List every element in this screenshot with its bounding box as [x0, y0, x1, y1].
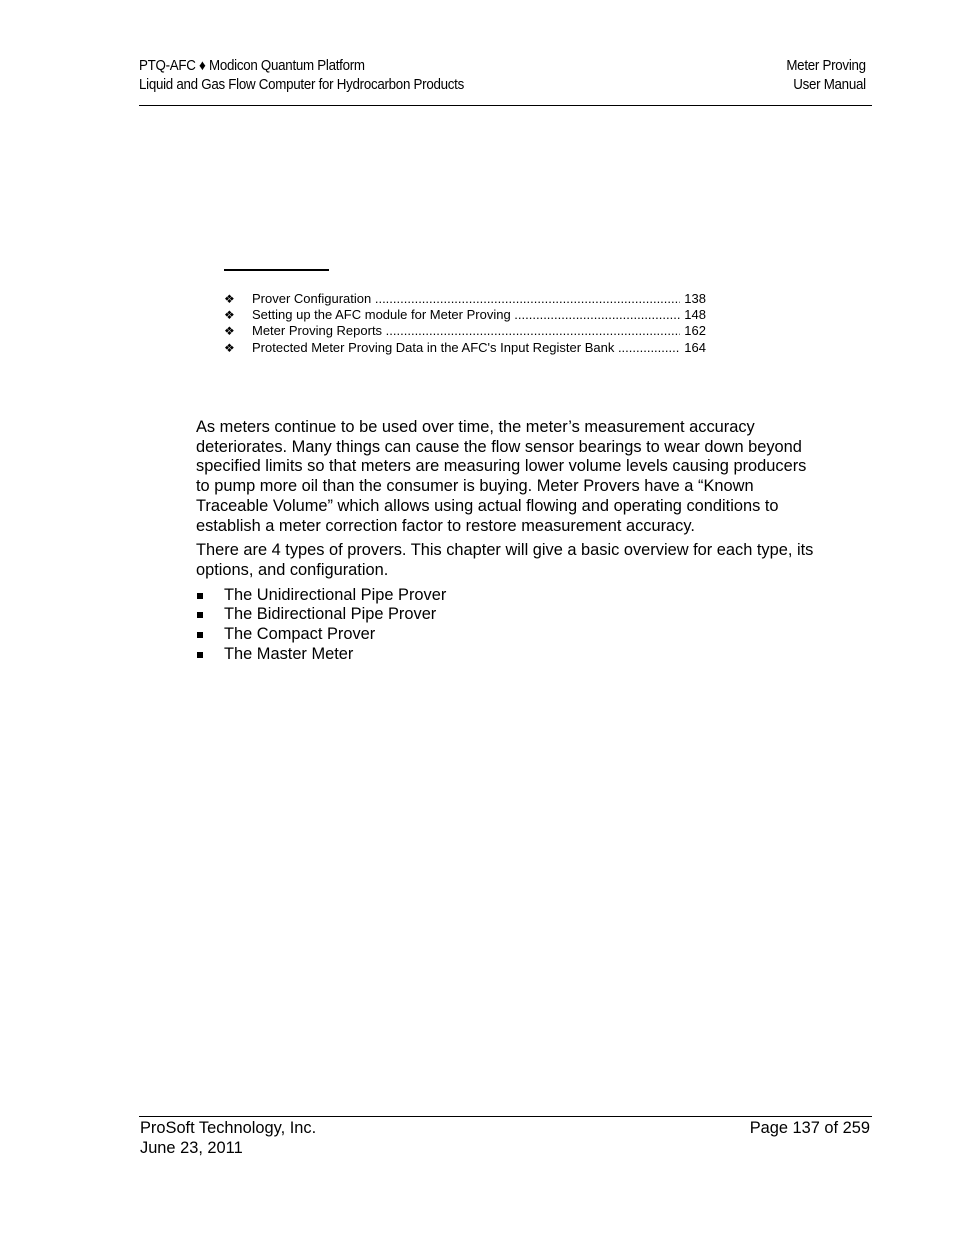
- prover-types-list: [196, 586, 816, 665]
- list-item: [196, 625, 816, 645]
- toc-entry-page: 162: [684, 323, 706, 339]
- header-section-info: [682, 57, 866, 95]
- list-item-text: The Unidirectional Pipe Prover: [224, 585, 447, 604]
- prover-types-paragraph: There are 4 types of provers. This chapter will give a basic overview for each type, its options, and configuration.: [196, 541, 814, 579]
- square-bullet-icon: [197, 632, 203, 638]
- list-item-text: The Bidirectional Pipe Prover: [224, 605, 437, 624]
- toc-entry-label: Protected Meter Proving Data in the AFC's Input Register Bank .....: [252, 340, 680, 356]
- square-bullet-icon: [197, 593, 203, 599]
- header-product-info: [139, 57, 581, 95]
- toc-entry[interactable]: [224, 323, 706, 339]
- header-product-subtitle: Liquid and Gas Flow Computer for Hydrocarbon Products: [139, 77, 464, 93]
- footer-date: June 23, 2011: [140, 1138, 243, 1157]
- chapter-body: [196, 418, 816, 664]
- page-header: [139, 57, 866, 106]
- diamond-bullet-icon: ❖: [224, 292, 235, 306]
- footer-company: ProSoft Technology, Inc.: [140, 1119, 317, 1137]
- header-divider: [139, 105, 872, 106]
- header-document-type: User Manual: [793, 77, 866, 93]
- footer-publisher-info: [140, 1119, 316, 1158]
- diamond-bullet-icon: ❖: [224, 308, 235, 323]
- toc-entry[interactable]: [224, 307, 706, 323]
- footer-page-info: [750, 1119, 870, 1139]
- chapter-toc: [224, 291, 706, 356]
- list-item: [196, 605, 816, 625]
- diamond-bullet-icon: ❖: [224, 324, 235, 339]
- square-bullet-icon: [197, 652, 203, 658]
- list-item: [196, 645, 816, 665]
- header-chapter-title: Meter Proving: [786, 58, 866, 74]
- diamond-bullet-icon: ❖: [224, 340, 235, 355]
- page-number: Page 137 of 259: [749, 1119, 870, 1137]
- toc-divider: [224, 269, 329, 271]
- toc-entry-label: Prover Configuration .....: [252, 291, 680, 307]
- footer-divider: [139, 1116, 872, 1117]
- intro-paragraph: As meters continue to be used over time, the meter’s measurement accuracy deteriorates. Many things can cause the flow sensor bearings to wear down beyond specified limits so that meters are measuring lower volume levels causing producers to pump more oil than the consumer is buying. Meter Provers have a “Known Traceable Volume” which allows using actual flowing and operating conditions to establish a meter correction factor to restore measurement accuracy.: [196, 418, 807, 535]
- list-item-text: The Master Meter: [224, 644, 354, 663]
- toc-entry[interactable]: [224, 340, 706, 356]
- toc-entry-page: 148: [684, 307, 706, 323]
- toc-entry-page: 138: [684, 291, 706, 306]
- toc-entry-label: Meter Proving Reports .....: [252, 323, 680, 339]
- header-product-title: PTQ-AFC ♦ Modicon Quantum Platform: [139, 58, 365, 74]
- list-item: [196, 586, 816, 606]
- toc-entry[interactable]: [224, 291, 706, 307]
- square-bullet-icon: [197, 612, 203, 618]
- list-item-text: The Compact Prover: [224, 625, 376, 643]
- toc-entry-label: Setting up the AFC module for Meter Proving .....: [252, 307, 680, 323]
- toc-entry-page: 164: [684, 339, 706, 355]
